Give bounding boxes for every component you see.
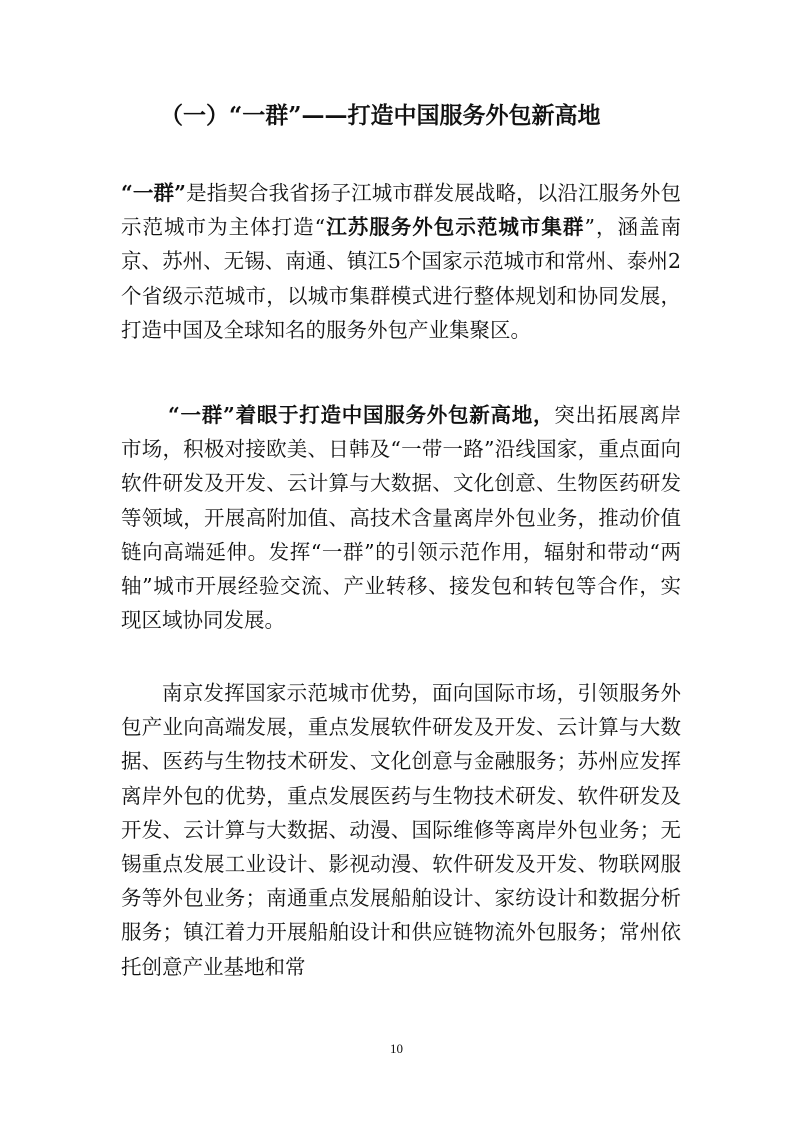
paragraph-two	[121, 398, 681, 637]
paragraph-one-highlight: 江苏服务外包示范城市集群	[325, 215, 585, 240]
paragraph-one-lead: “一群”	[121, 181, 186, 205]
paragraph-two-text: 突出拓展离岸市场，积极对接欧美、日韩及“一带一路”沿线国家，重点面向软件研发及开发、云计算与大数据、文化创意、生物医药研发等领域，开展高附加值、高技术含量离岸外包业务，推动价值链向高端延伸。发挥“一群”的引领示范作用，辐射和带动“两轴”城市开展经验交流、产业转移、接发包和转包等合作，实现区域协同发展。	[121, 403, 681, 633]
section-heading: （一）“一群”——打造中国服务外包新高地	[160, 102, 601, 129]
page-number: 10	[390, 1041, 403, 1056]
paragraph-two-lead: “一群”着眼于打造中国服务外包新高地，	[168, 403, 555, 427]
paragraph-one-text-b: ”，涵盖南京、苏州、无锡、南通、镇江5个国家示范城市和常州、泰州2个省级示范城市，以城市集群模式进行整体规划和协同发展，打造中国及全球知名的服务外包产业集聚区。	[121, 215, 681, 342]
paragraph-one	[121, 176, 681, 347]
paragraph-three: 南京发挥国家示范城市优势，面向国际市场，引领服务外包产业向高端发展，重点发展软件研发及开发、云计算与大数据、医药与生物技术研发、文化创意与金融服务；苏州应发挥离岸外包的优势，重点发展医药与生物技术研发、软件研发及开发、云计算与大数据、动漫、国际维修等离岸外包业务；无锡重点发展工业设计、影视动漫、软件研发及开发、物联网服务等外包业务；南通重点发展船舶设计、家纺设计和数据分析服务；镇江着力开展船舶设计和供应链物流外包服务；常州依托创意产业基地和常	[121, 681, 681, 979]
paragraph-one-text-a: 是指契合我省扬子江城市群发展战略，以沿江服务外包示范城市为主体打造“	[121, 181, 681, 240]
